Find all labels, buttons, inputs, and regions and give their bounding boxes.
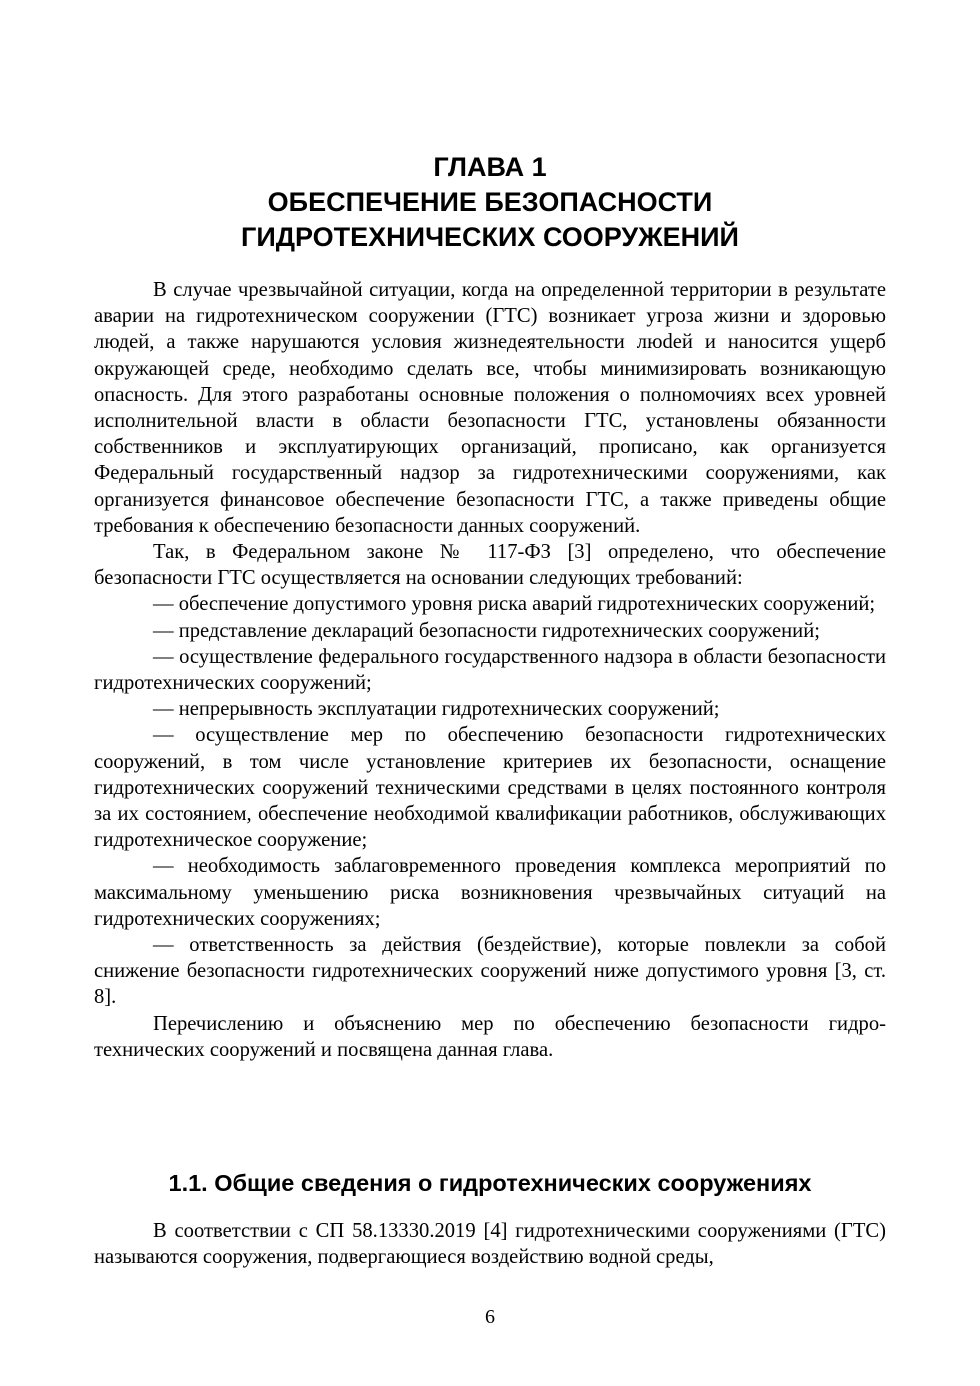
section-body [94,1218,886,1270]
requirement-item: — осуществление федерального государственного надзора в области безопасности гидротехнических сооружений; [94,645,886,695]
document-page [94,0,886,1386]
intro-paragraph: В случае чрезвычайной ситуации, когда на определенной территории в результате аварии на гидротехническом сооружении (ГТС) возникает угроза жизни и здоровью людей, а также нарушаются условия жизнедеятельности люdей и наносится ущерб окружающей среде, необходимо сделать все, чтобы минимизировать возникающую опасность. Для этого разработаны основные положения о полномочиях всех уровней исполнительной власти в области безопасности ГТС, установлены обязанности собственников и эксплуатирующих организаций, прописано, как организуется Федеральный государственный надзор за гидротехническими сооружениями, как организуется финансовое обеспечение безопасности ГТС, а также приведены общие требования к обеспечению безопасности данных сооружений. [94,279,886,537]
requirement-item: — представление деклараций безопасности гидротехнических сооружений; [153,619,820,642]
requirement-item: — непрерывность эксплуатации гидротехнических сооружений; [153,698,720,721]
page-number: 6 [485,1306,495,1328]
chapter-label: ГЛАВА 1 [433,152,547,182]
requirement-item: — необходимость заблаговременного проведения комплекса мероприятий по максимальному уменьшению риска возникновения чрезвычайных ситуаций на гидротехнических сооружениях; [94,855,886,930]
section-heading: 1.1. Общие сведения о гидротехнических сооружениях [168,1170,812,1196]
requirement-item: — обеспечение допустимого уровня риска аварий гидротехнических сооружений; [153,593,876,616]
requirement-item: — ответственность за действия (бездействие), которые повлекли за собой снижение безопасности гидротехнических сооружений ниже допустимого уровня [3, ст. 8]. [94,934,886,1009]
requirement-item: — осуществление мер по обеспечению безопасности гидротехнических сооружений, в том числе установление критериев их безопасности, оснащение гидротехнических сооружений техническими средствами в целях постоянного контроля за их состоянием, обеспечение необходимой квалификации работников, обслуживающих гидротехническое сооружение; [94,724,886,852]
section-paragraph: В соответствии с СП 58.13330.2019 [4] гидротехническими сооружениями (ГТС) называются сооружения, подвергающиеся воздействию водной среды, [94,1220,886,1269]
law-paragraph: Так, в Федеральном законе № 117-ФЗ [3] определено, что обеспечение безопасности ГТС осуществляется на основании следующих требований: [94,541,886,590]
chapter-body [94,277,886,1063]
closing-paragraph: Перечислению и объяснению мер по обеспечению безопасности гидротехнических сооружений и посвящена данная глава. [94,1012,886,1061]
chapter-title-line-2: ГИДРОТЕХНИЧЕСКИХ СООРУЖЕНИЙ [241,222,739,252]
chapter-title-line-1: ОБЕСПЕЧЕНИЕ БЕЗОПАСНОСТИ [267,187,713,217]
chapter-heading [94,150,886,255]
